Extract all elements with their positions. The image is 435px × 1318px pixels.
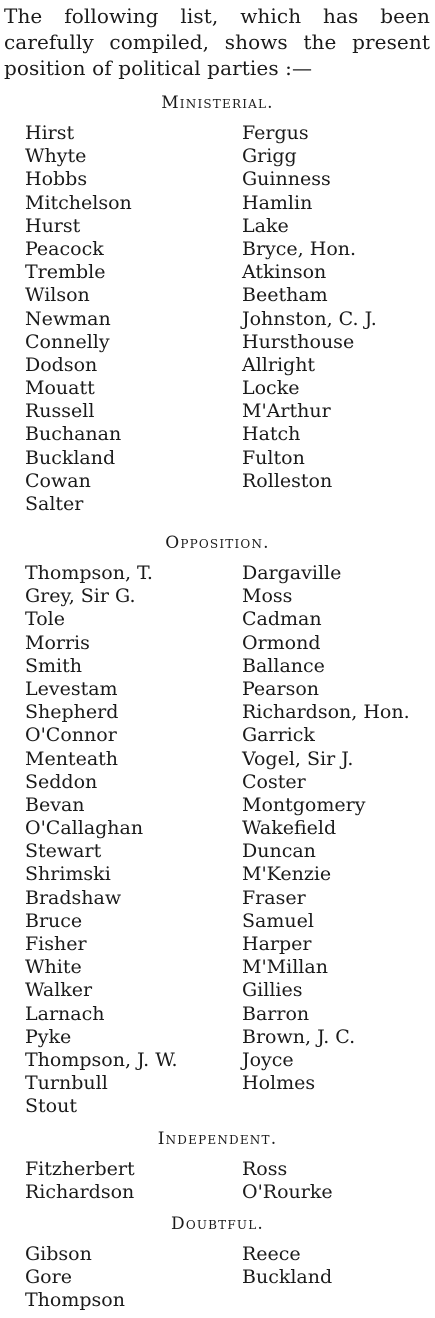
member-name: Buckland: [25, 446, 116, 469]
member-name: Moss: [242, 585, 293, 608]
member-name: Hursthouse: [242, 330, 355, 353]
member-name: Hobbs: [25, 168, 88, 191]
member-name: Mitchelson: [25, 191, 132, 214]
member-name: Tole: [25, 608, 65, 631]
member-name: Cadman: [242, 608, 322, 631]
member-name: Fitzherbert: [25, 1158, 135, 1180]
member-name: Fraser: [242, 886, 306, 909]
member-name: Johnston, C. J.: [242, 307, 377, 330]
member-name: Thompson: [25, 1289, 125, 1312]
intro-paragraph: The following list, which has been carefully compiled, shows the present position of political parties :—: [4, 4, 430, 80]
section-heading-doubtful: Doubtful.: [170, 1214, 264, 1234]
member-name: Larnach: [25, 1002, 105, 1025]
member-name: Montgomery: [242, 793, 366, 816]
member-name: O'Connor: [25, 724, 117, 747]
member-name: Pyke: [25, 1025, 72, 1048]
member-name: Shrimski: [25, 863, 111, 886]
member-name: Ross: [242, 1158, 288, 1180]
member-name: Turnbull: [25, 1072, 108, 1095]
member-name: Dodson: [25, 353, 98, 376]
member-name: Morris: [25, 631, 90, 654]
member-name: Thompson, J. W.: [25, 1048, 178, 1071]
member-name: Bruce: [25, 909, 83, 932]
member-name: Rolleston: [242, 469, 333, 492]
member-name: White: [25, 956, 82, 979]
member-name: Reece: [242, 1243, 301, 1265]
member-name: Hurst: [25, 214, 81, 237]
member-name: Bryce, Hon.: [242, 237, 357, 260]
section-heading-opposition: Opposition.: [165, 533, 270, 553]
member-name: Wilson: [25, 284, 90, 307]
member-name: Buckland: [242, 1266, 333, 1289]
member-name: Gillies: [242, 979, 303, 1002]
independent-left-list: [25, 1158, 135, 1204]
ministerial-left-list: [25, 122, 132, 516]
member-name: M'Millan: [242, 956, 328, 979]
member-name: Shepherd: [25, 701, 119, 724]
member-name: Coster: [242, 770, 306, 793]
member-name: Tremble: [25, 261, 106, 284]
member-name: Connelly: [25, 330, 110, 353]
member-name: Thompson, T.: [25, 562, 153, 584]
member-name: Mouatt: [25, 377, 95, 400]
member-name: Dargaville: [242, 562, 342, 584]
member-name: Barron: [242, 1002, 310, 1025]
opposition-left-list: [25, 562, 178, 1119]
member-name: Wakefield: [242, 817, 337, 840]
member-name: Duncan: [242, 840, 316, 863]
independent-right-list: [242, 1158, 333, 1204]
member-name: Walker: [25, 979, 93, 1002]
member-name: Menteath: [25, 747, 119, 770]
member-name: Cowan: [25, 469, 91, 492]
member-name: Fergus: [242, 122, 309, 144]
member-name: O'Callaghan: [25, 817, 144, 840]
member-name: Hirst: [25, 122, 75, 144]
section-heading-ministerial: Ministerial.: [161, 93, 274, 113]
doubtful-left-list: [25, 1243, 125, 1313]
member-name: Gibson: [25, 1243, 92, 1265]
member-name: Fisher: [25, 933, 87, 955]
member-name: Hatch: [242, 423, 301, 446]
doubtful-right-list: [242, 1243, 332, 1289]
member-name: Garrick: [242, 724, 315, 747]
member-name: Smith: [25, 654, 82, 677]
member-name: Stout: [25, 1095, 77, 1118]
member-name: Joyce: [242, 1048, 294, 1071]
member-name: Lake: [242, 214, 289, 237]
member-name: Ormond: [242, 631, 321, 654]
member-name: Bradshaw: [25, 886, 122, 909]
member-name: M'Arthur: [242, 400, 331, 423]
member-name: Levestam: [25, 677, 118, 700]
member-name: O'Rourke: [242, 1181, 333, 1204]
member-name: Newman: [25, 307, 111, 330]
opposition-right-list: [242, 562, 410, 1095]
member-name: Richardson: [25, 1181, 135, 1204]
member-name: Vogel, Sir J.: [242, 747, 354, 770]
member-name: Gore: [25, 1266, 72, 1289]
ministerial-right-list: [242, 122, 377, 493]
section-heading-independent: Independent.: [157, 1129, 278, 1149]
member-name: Whyte: [25, 145, 87, 168]
member-name: Harper: [242, 933, 312, 955]
member-name: Buchanan: [25, 423, 122, 446]
member-name: Peacock: [25, 237, 104, 260]
member-name: Stewart: [25, 840, 102, 863]
member-name: Atkinson: [242, 261, 327, 284]
member-name: Samuel: [242, 909, 314, 932]
member-name: Salter: [25, 493, 84, 515]
member-name: Seddon: [25, 770, 98, 793]
member-name: Fulton: [242, 446, 305, 469]
member-name: Allright: [242, 353, 316, 376]
member-name: Hamlin: [242, 191, 313, 214]
member-name: Bevan: [25, 793, 85, 816]
member-name: Beetham: [242, 284, 328, 307]
member-name: M'Kenzie: [242, 863, 332, 886]
member-name: Russell: [25, 400, 95, 423]
member-name: Guinness: [242, 168, 331, 191]
member-name: Richardson, Hon.: [242, 701, 410, 724]
member-name: Brown, J. C.: [242, 1025, 356, 1048]
member-name: Ballance: [242, 654, 325, 677]
member-name: Grey, Sir G.: [25, 585, 136, 608]
member-name: Locke: [242, 377, 300, 400]
member-name: Holmes: [242, 1072, 316, 1095]
member-name: Pearson: [242, 677, 320, 700]
member-name: Grigg: [242, 145, 297, 168]
